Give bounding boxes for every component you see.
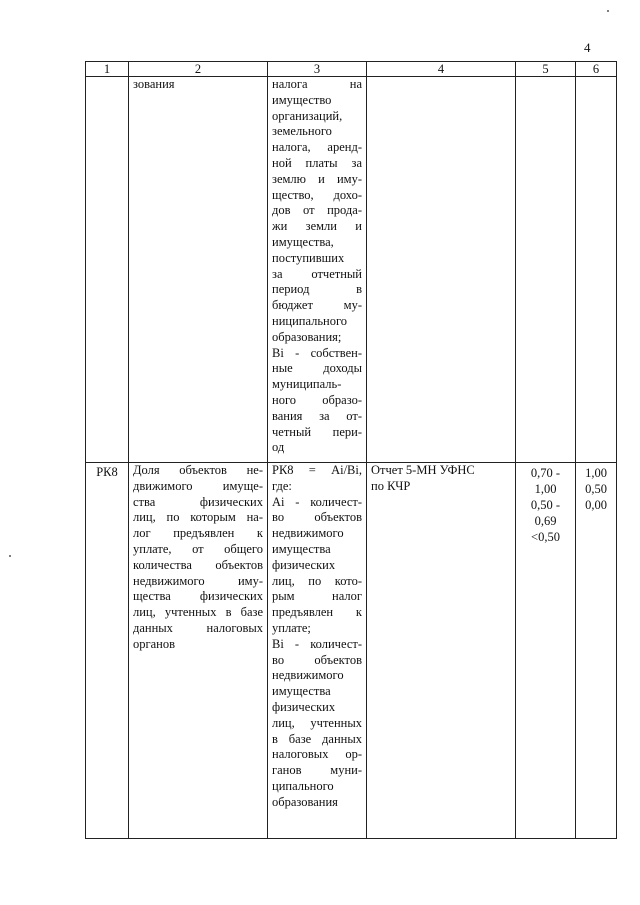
text-line: период в: [272, 282, 362, 297]
text-line: во объектов: [272, 510, 362, 525]
rk8-value-ranges: [516, 463, 576, 839]
text-line: вания за от-: [272, 408, 362, 423]
scan-speck: [607, 10, 609, 12]
value-line: 0,69: [534, 514, 557, 528]
text-line: лог предъявлен к: [133, 526, 263, 541]
text-line: имущества: [272, 684, 331, 699]
text-line: налоговых ор-: [272, 747, 362, 762]
text-line: ципального: [272, 778, 334, 793]
text-line: физических: [272, 699, 336, 714]
text-line: за отчетный: [272, 266, 362, 281]
text-line: щество, дохо-: [272, 187, 362, 202]
text-line: дов от прода-: [272, 203, 362, 218]
text-line: РК8 = Ai/Bi,: [272, 463, 362, 477]
text-line: лиц, по кото-: [272, 573, 362, 588]
text-line: органов: [133, 636, 176, 651]
header-col-4: 4: [367, 62, 516, 77]
text-line: жи земли и: [272, 219, 362, 234]
text-line: зования: [133, 77, 175, 91]
text-line: в базе данных: [272, 731, 362, 746]
text-line: поступивших: [272, 250, 345, 265]
text-line: ниципального: [272, 313, 348, 328]
text-line: данных налоговых: [133, 620, 263, 635]
text-line: Отчет 5-МН УФНС: [371, 463, 475, 477]
text-line: предъявлен к: [272, 605, 362, 620]
header-col-6: 6: [576, 62, 617, 77]
text-line: рым налог: [272, 589, 362, 604]
text-line: Доля объектов не-: [133, 463, 263, 477]
header-col-2: 2: [129, 62, 268, 77]
rk8-scores: [576, 463, 617, 839]
value-line: 0,50: [585, 482, 607, 496]
value-line: 0,50 -: [530, 498, 561, 512]
text-line: движимого имуще-: [133, 478, 263, 493]
text-line: организаций,: [272, 108, 343, 123]
text-line: недвижимого: [272, 526, 344, 541]
value-line: 1,00: [585, 466, 607, 480]
cont-col5: [516, 77, 576, 463]
text-line: имущества,: [272, 234, 334, 249]
rk8-formula: [268, 463, 367, 839]
table-header-row: [86, 62, 617, 77]
text-line: лиц, учтенных: [272, 715, 362, 730]
header-col-1: 1: [86, 62, 129, 77]
text-line: образования: [272, 794, 338, 809]
page-number: 4: [584, 40, 591, 55]
value-line: <0,50: [531, 530, 560, 544]
cont-col6: [576, 77, 617, 463]
text-line: Bi - собствен-: [272, 345, 362, 360]
text-line: ные доходы: [272, 361, 362, 376]
text-line: количества объектов: [133, 557, 263, 572]
text-line: недвижимого: [272, 668, 344, 683]
table-row: [86, 77, 617, 463]
cont-col2: [129, 77, 268, 463]
text-line: уплате;: [272, 620, 311, 635]
text-line: ной платы за: [272, 155, 362, 170]
text-line: лиц, учтенных в базе: [133, 605, 263, 620]
text-line: Ai - количест-: [272, 494, 362, 509]
text-line: землю и иму-: [272, 171, 362, 186]
cont-col1: [86, 77, 129, 463]
header-col-3: 3: [268, 62, 367, 77]
text-line: образования;: [272, 329, 342, 344]
table-row: [86, 463, 617, 839]
scan-speck: [9, 555, 11, 557]
text-line: лиц, по которым на-: [133, 510, 263, 525]
cont-col4: [367, 77, 516, 463]
text-line: Bi - количест-: [272, 636, 362, 651]
text-line: по КЧР: [371, 478, 411, 493]
text-line: имущество: [272, 92, 332, 107]
rk8-indicator-name: [129, 463, 268, 839]
rk8-code: РК8: [86, 463, 129, 839]
value-line: 1,00: [534, 482, 557, 496]
text-line: где:: [272, 478, 292, 493]
value-line: 0,70 -: [530, 466, 561, 480]
text-line: четный пери-: [272, 424, 362, 439]
text-line: ного образо-: [272, 392, 362, 407]
text-line: уплате, от общего: [133, 541, 263, 556]
rk8-source: [367, 463, 516, 839]
text-line: муниципаль-: [272, 377, 342, 392]
text-line: налога на: [272, 77, 362, 91]
text-line: од: [272, 440, 285, 455]
text-line: налога, аренд-: [272, 140, 362, 155]
header-col-5: 5: [516, 62, 576, 77]
cont-col3: [268, 77, 367, 463]
text-line: земельного: [272, 124, 332, 139]
text-line: щества физических: [133, 589, 263, 604]
text-line: во объектов: [272, 652, 362, 667]
indicator-table: [85, 61, 617, 839]
text-line: физических: [272, 557, 336, 572]
text-line: бюджет му-: [272, 298, 362, 313]
text-line: ства физических: [133, 494, 263, 509]
text-line: имущества: [272, 541, 331, 556]
text-line: ганов муни-: [272, 763, 362, 778]
value-line: 0,00: [585, 498, 607, 512]
text-line: недвижимого иму-: [133, 573, 263, 588]
